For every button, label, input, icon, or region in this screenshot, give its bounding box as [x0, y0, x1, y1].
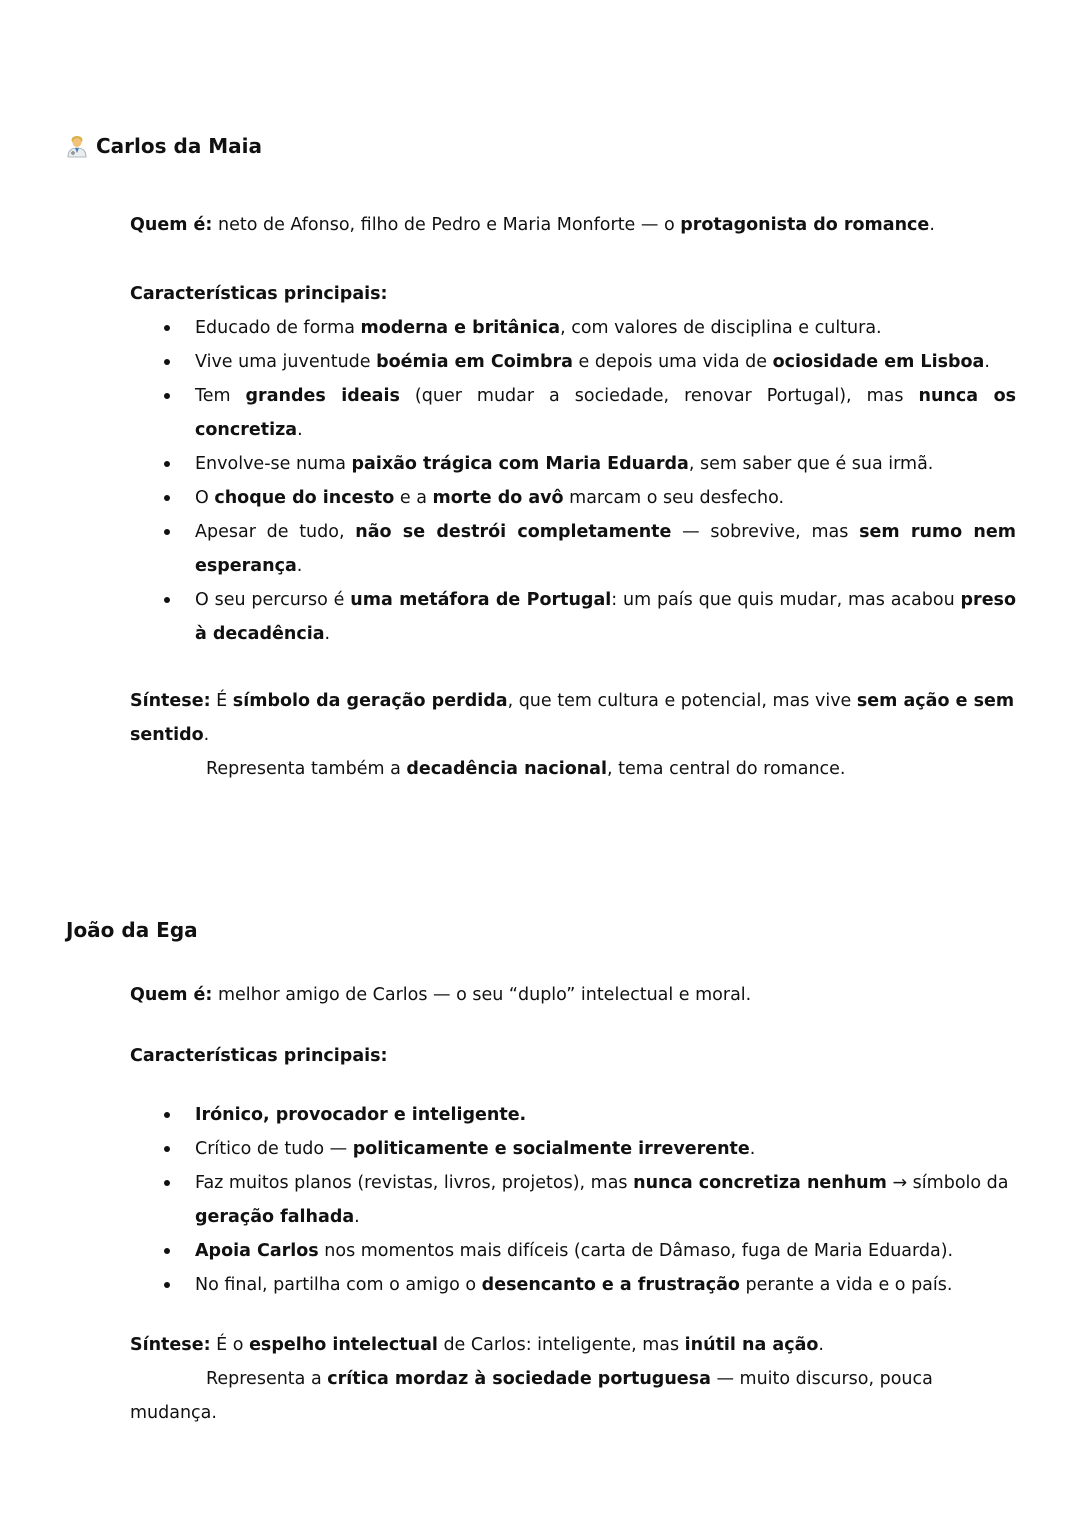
text-run: Apesar de tudo, [195, 522, 356, 542]
list-item [130, 1132, 1016, 1166]
list-item [130, 481, 1016, 515]
bold-text-run: Irónico, provocador e inteligente. [195, 1105, 527, 1125]
who-label: Quem é: [130, 985, 213, 1005]
bold-text-run: não se destrói completamente [355, 522, 672, 542]
synthesis-line [206, 752, 845, 786]
bold-text-run: nunca os concretiza [195, 386, 1017, 440]
bold-text-run: desencanto e a frustração [481, 1275, 740, 1295]
synthesis-line [130, 1328, 824, 1362]
bold-text-run: boémia em Coimbra [376, 352, 573, 372]
who-line [130, 978, 751, 1012]
text-run: . [749, 1139, 756, 1159]
synthesis-label: Síntese: [130, 1335, 211, 1355]
text-run: Faz muitos planos (revistas, livros, projetos), mas [195, 1173, 634, 1193]
bold-text-run: sentido [130, 725, 204, 745]
list-item [130, 379, 1016, 447]
list-item [130, 447, 1016, 481]
bold-text-run: Apoia Carlos [195, 1241, 319, 1261]
text-run: Educado de forma [195, 318, 361, 338]
text-run: Crítico de tudo — [195, 1139, 353, 1159]
text-run: . [984, 352, 990, 372]
text-run: , tema central do romance. [607, 759, 846, 779]
bold-text-run: morte do avô [432, 488, 564, 508]
text-run: . [354, 1207, 360, 1227]
section-title: João da Ega [66, 918, 198, 942]
bold-text-run: protagonista do romance [680, 215, 930, 235]
doctor-emoji-icon [66, 134, 88, 158]
text-run: Envolve-se numa [195, 454, 352, 474]
characteristics-list [130, 1098, 1016, 1302]
bold-text-run: sem rumo nem esperança [195, 522, 1016, 576]
text-run: : um país que quis mudar, mas acabou [611, 590, 961, 610]
text-run: Tem [195, 386, 246, 406]
text-run: . [203, 725, 210, 745]
text-run: . [818, 1335, 824, 1355]
text-run: neto de Afonso, filho de Pedro e Maria Monforte — o [217, 215, 681, 235]
list-item [130, 345, 1016, 379]
who-label: Quem é: [130, 215, 213, 235]
text-run: No final, partilha com o amigo o [195, 1275, 482, 1295]
text-run: mudança. [130, 1403, 217, 1423]
section-title: Carlos da Maia [96, 134, 263, 158]
synthesis-line [130, 718, 209, 752]
bold-text-run: moderna e britânica [360, 318, 561, 338]
text-run: . [324, 624, 331, 644]
text-run: marcam o seu desfecho. [563, 488, 785, 508]
text-run: e depois uma vida de [572, 352, 773, 372]
text-run: , que tem cultura e potencial, mas vive [507, 691, 857, 711]
synthesis-label: Síntese: [130, 691, 211, 711]
list-item [130, 311, 1016, 345]
text-run: → símbolo da [886, 1173, 1009, 1193]
bold-text-run: paixão trágica com Maria Eduarda [351, 454, 689, 474]
synthesis-line [130, 1396, 217, 1430]
bold-text-run: crítica mordaz à sociedade portuguesa [327, 1369, 711, 1389]
characteristics-label: Características principais: [130, 1046, 388, 1066]
bold-text-run: preso à decadência [195, 590, 1016, 644]
section-heading-carlos [66, 134, 262, 158]
characteristics-label: Características principais: [130, 284, 388, 304]
text-run: e a [394, 488, 433, 508]
text-run: , sem saber que é sua irmã. [688, 454, 934, 474]
text-run: É [216, 691, 233, 711]
bold-text-run: nunca concretiza nenhum [633, 1173, 887, 1193]
list-item [130, 515, 1016, 583]
text-run: . [296, 556, 303, 576]
who-text [218, 215, 935, 235]
text-run: . [297, 420, 303, 440]
list-item [130, 583, 1016, 651]
text-run: O seu percurso é [195, 590, 351, 610]
text-run: — muito discurso, pouca [710, 1369, 933, 1389]
bold-text-run: uma metáfora de Portugal [350, 590, 612, 610]
bold-text-run: espelho intelectual [249, 1335, 438, 1355]
section-heading-ega [66, 918, 198, 942]
bold-text-run: grandes ideais [245, 386, 400, 406]
bold-text-run: sem ação e sem [856, 691, 1015, 711]
text-run: Representa a [206, 1369, 328, 1389]
text-run: Representa também a [206, 759, 407, 779]
who-line [130, 208, 935, 242]
text-run: (quer mudar a sociedade, renovar Portugal), mas [399, 386, 919, 406]
bold-text-run: choque do incesto [214, 488, 395, 508]
text-run: — sobrevive, mas [671, 522, 860, 542]
synthesis-text [216, 1335, 824, 1355]
text-run: perante a vida e o país. [739, 1275, 953, 1295]
text-run: O [195, 488, 215, 508]
synthesis-line [206, 1362, 933, 1396]
synthesis-text [216, 691, 1014, 711]
synthesis-line [130, 684, 1014, 718]
text-run: de Carlos: inteligente, mas [437, 1335, 685, 1355]
list-item [130, 1268, 1016, 1302]
bold-text-run: geração falhada [195, 1207, 355, 1227]
text-run: É o [216, 1335, 250, 1355]
bold-text-run: decadência nacional [406, 759, 607, 779]
bold-text-run: inútil na ação [684, 1335, 819, 1355]
text-run: melhor amigo de Carlos — o seu “duplo” intelectual e moral. [217, 985, 752, 1005]
bold-text-run: ociosidade em Lisboa [772, 352, 985, 372]
list-item [130, 1098, 1016, 1132]
list-item [130, 1234, 1016, 1268]
bold-text-run: politicamente e socialmente irreverente [352, 1139, 750, 1159]
text-run: nos momentos mais difíceis (carta de Dâmaso, fuga de Maria Eduarda). [318, 1241, 954, 1261]
text-run: Vive uma juventude [195, 352, 377, 372]
text-run: , com valores de disciplina e cultura. [560, 318, 882, 338]
bold-text-run: símbolo da geração perdida [232, 691, 508, 711]
who-text [218, 985, 751, 1005]
text-run: . [929, 215, 935, 235]
characteristics-list [130, 311, 1016, 651]
list-item [130, 1166, 1016, 1234]
